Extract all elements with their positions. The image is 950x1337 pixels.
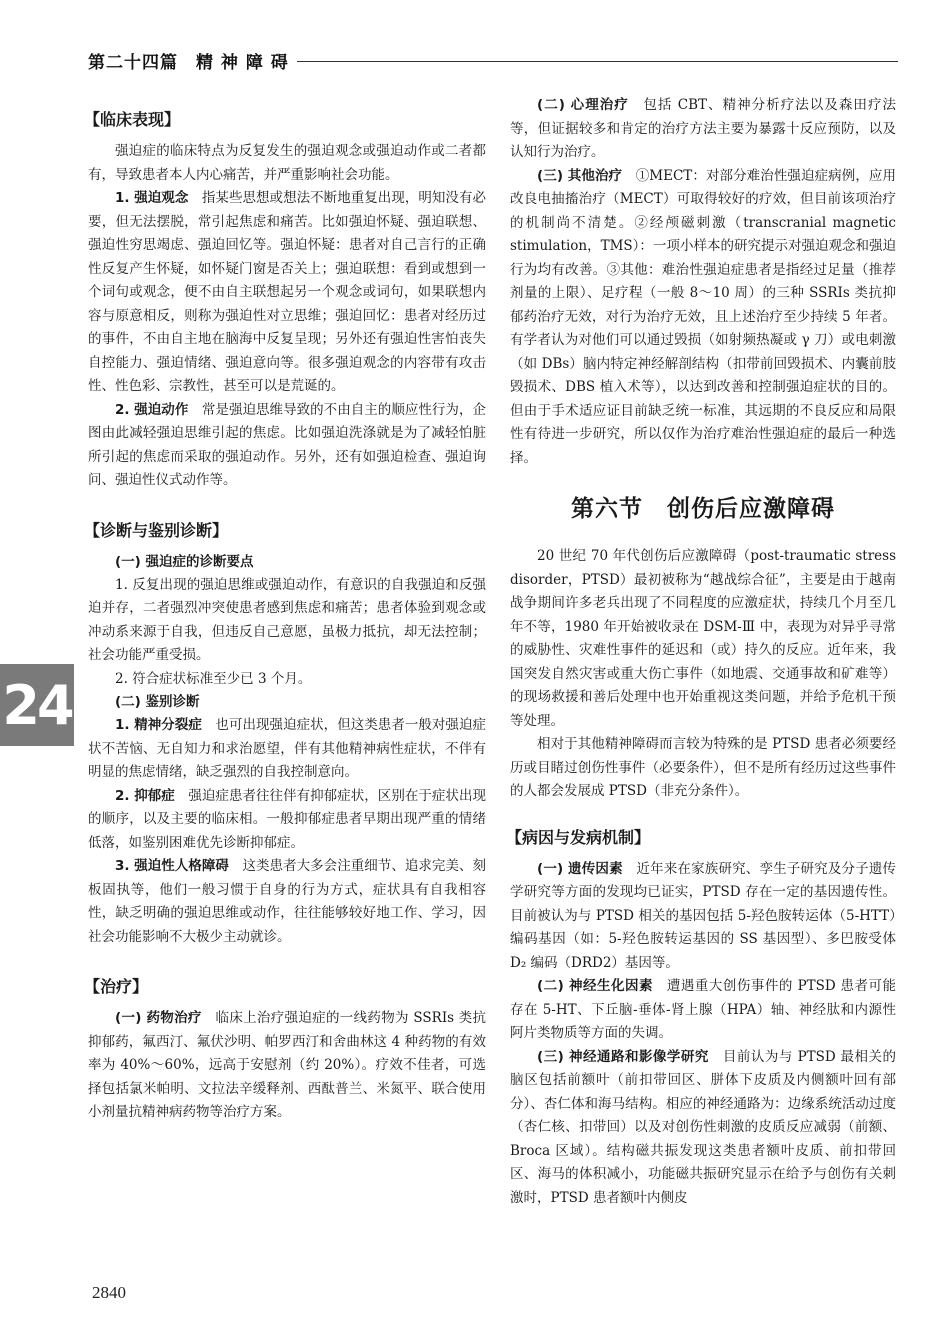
diagnosis-point-1: 1. 反复出现的强迫思维或强迫动作，有意识的自我强迫和反强迫并存，二者强烈冲突使患者感到焦虑和痛苦；患者体验到观念或冲动系来源于自我，但违反自己意愿，虽极力抵抗，却无法控制；社会功能严重受损。 — [88, 576, 486, 663]
header-rule — [297, 61, 898, 62]
drug-therapy-text: 临床上治疗强迫症的一线药物为 SSRIs 类抗抑郁药，氟西汀、氟伏沙明、帕罗西汀和舍曲林这 4 种药物的有效率为 40%～60%，远高于安慰剂（约 20%）。疗效不佳者，可选择包括氯米帕明、文拉法辛缓释剂、西酞普兰、米氮平、联合使用小剂量抗精神病药物等治疗方案。 — [88, 1010, 486, 1120]
neurochem-text: 遭遇重大创伤事件的 PTSD 患者可能存在 5-HT、下丘脑-垂体-肾上腺（HPA）轴、神经肽和内源性阿片类物质等方面的失调。 — [510, 978, 896, 1041]
compulsion-label: 2. 强迫动作 — [115, 401, 189, 418]
chapter-tab: 24 — [0, 664, 74, 746]
running-header — [88, 48, 898, 72]
diagnosis-point-2: 2. 符合症状标准至少已 3 个月。 — [115, 670, 312, 687]
personality-label: 3. 强迫性人格障碍 — [115, 858, 229, 874]
ptsd-intro-1: 20 世纪 70 年代创伤后应激障碍（post-traumatic stress disorder，PTSD）最初被称为“越战综合征”，主要是由于越南战争期间许多老兵出现了不同程度的应激症状，持续几个月至几年不等，1980 年开始被收录在 DSM-Ⅲ 中，表现为对异乎寻常的威胁性、灾难性事件的延迟和（或）持久的反应。近年来，我国突发自然灾害或重大伤亡事件（如地震、交通事故和矿难等）的现场救援和善后处理中也开始重视这类问题，并给予危机干预等处理。 — [510, 548, 896, 729]
diagnosis-subhead-1: (一) 强迫症的诊断要点 — [115, 553, 254, 570]
section-title: 第六节 创伤后应激障碍 — [571, 495, 835, 522]
neurochem-paragraph — [510, 975, 896, 1046]
schizophrenia-text: 也可出现强迫症状，但这类患者一般对强迫症状不苦恼、无自知力和求治愿望，伴有其他精神病性症状，不伴有明显的焦虑情绪，缺乏强烈的自我控制意向。 — [88, 717, 486, 780]
diagnosis-subhead-2: (二) 鉴别诊断 — [115, 694, 200, 710]
other-therapy-text: ①MECT：对部分难治性强迫症病例，应用改良电抽搐治疗（MECT）可取得较好的疗效，但目前该项治疗的机制尚不清楚。②经颅磁刺激（transcranial magnetic stimulation，TMS）：一项小样本的研究提示对强迫观念和强迫行为均有改善。③其他：难治性强迫症患者是指经过足量（推荐剂量的上限）、足疗程（一般 8～10 周）的三种 SSRIs 类抗抑郁药治疗无效，对行为治疗无效，且上述治疗至少持续 5 年者。有学者认为对他们可以通过毁损（如射频热凝或 γ 刀）或电刺激（如 DBs）脑内特定神经解剖结构（扣带前回毁损术、内囊前肢毁损术、DBS 植入术等），以达到改善和控制强迫症状的目的。但由于手术适应证目前缺乏统一标准，其远期的不良反应和局限性有待进一步研究，所以仅作为治疗难治性强迫症的最后一种选择。 — [510, 167, 896, 466]
psychotherapy-paragraph — [510, 94, 896, 165]
genetics-label: (一) 遗传因素 — [537, 860, 623, 877]
header-title: 第二十四篇 精 神 障 碍 — [88, 52, 289, 73]
genetics-paragraph — [510, 858, 896, 976]
neurochem-label: (二) 神经生化因素 — [537, 978, 653, 994]
treatment-heading: 【治疗】 — [84, 977, 149, 996]
depression-text: 强迫症患者往往伴有抑郁症状，区别在于症状出现的顺序，以及主要的临床相。一般抑郁症患者早期出现严重的情绪低落，如鉴别困难优先诊断抑郁症。 — [88, 787, 486, 851]
other-therapy-paragraph — [510, 165, 896, 471]
etiology-heading: 【病因与发病机制】 — [506, 827, 651, 847]
differential-personality — [88, 855, 486, 949]
diagnosis-heading: 【诊断与鉴别诊断】 — [84, 520, 229, 540]
other-therapy-label: (三) 其他治疗 — [537, 167, 623, 184]
personality-text: 这类患者大多会注重细节、追求完美、刻板固执等，他们一般习惯于自身的行为方式，症状具有自我相容性，缺乏明确的强迫思维或动作，往往能够较好地工作、学习，因社会功能影响不大极少主动就诊。 — [88, 858, 486, 945]
page-number: 2840 — [92, 1283, 126, 1302]
obsession-paragraph — [88, 187, 486, 399]
obsession-text: 指某些思想或想法不断地重复出现，明知没有必要，但无法摆脱，常引起焦虑和痛苦。比如强迫怀疑、强迫联想、强迫性穷思竭虑、强迫回忆等。强迫怀疑：患者对自己言行的正确性反复产生怀疑，如怀疑门窗是否关上；强迫联想：看到或想到一个词句或观念，便不由自主联想起另一个观念或词句，如果联想内容与原意相反，则称为强迫性对立思维；强迫回忆：患者对经历过的事件，不由自主地在脑海中反复呈现；另外还有强迫性害怕丧失自控能力、强迫情绪、强迫意向等。很多强迫观念的内容带有攻击性、性色彩、宗教性，甚至可以是荒诞的。 — [88, 190, 486, 394]
genetics-text: 近年来在家族研究、孪生子研究及分子遗传学研究等方面的发现均已证实，PTSD 存在一定的基因遗传性。目前被认为与 PTSD 相关的基因包括 5-羟色胺转运体（5-HTT）编码基因（如：5-羟色胺转运基因的 SS 基因型）、多巴胺受体 D₂ 编码（DRD2）基因等。 — [510, 860, 897, 971]
clinical-heading: 【临床表现】 — [84, 110, 181, 129]
differential-schizophrenia — [88, 714, 486, 785]
drug-therapy-paragraph — [88, 1007, 486, 1125]
compulsion-paragraph — [88, 399, 486, 493]
depression-label: 2. 抑郁症 — [115, 787, 175, 804]
imaging-text: 目前认为与 PTSD 最相关的脑区包括前额叶（前扣带回区、胼体下皮质及内侧额叶回有部分）、杏仁体和海马结构。相应的神经通路为：边缘系统活动过度（杏仁核、扣带回）以及对创伤性刺激的皮质反应减弱（前额、Broca 区域）。结构磁共振发现这类患者额叶皮质、前扣带回区、海马的体积减小，功能磁共振研究显示在给予与创伤有关刺激时，PTSD 患者额叶内侧皮 — [510, 1048, 896, 1206]
right-column — [506, 94, 897, 1210]
clinical-intro: 强迫症的临床特点为反复发生的强迫观念或强迫动作或二者都有，导致患者本人内心痛苦，并严重影响社会功能。 — [88, 143, 486, 183]
drug-therapy-label: (一) 药物治疗 — [115, 1010, 202, 1026]
obsession-label: 1. 强迫观念 — [115, 190, 189, 206]
psychotherapy-label: (二) 心理治疗 — [537, 97, 629, 113]
imaging-label: (三) 神经通路和影像学研究 — [537, 1048, 709, 1065]
schizophrenia-label: 1. 精神分裂症 — [115, 717, 202, 733]
ptsd-intro-2: 相对于其他精神障碍而言较为特殊的是 PTSD 患者必须要经历或目睹过创伤性事件（必要条件），但不是所有经历过这些事件的人都会发展成 PTSD（非充分条件）。 — [510, 736, 896, 799]
left-column — [84, 90, 486, 1125]
differential-depression — [88, 785, 486, 856]
imaging-paragraph — [510, 1046, 896, 1211]
psychotherapy-text: 包括 CBT、精神分析疗法以及森田疗法等，但证据较多和肯定的治疗方法主要为暴露十反应预防，以及认知行为治疗。 — [510, 97, 896, 160]
compulsion-text: 常是强迫思维导致的不由自主的顺应性行为，企图由此减轻强迫思维引起的焦虑。比如强迫洗涤就是为了减轻怕脏所引起的焦虑而采取的强迫动作。另外，还有如强迫检查、强迫询问、强迫性仪式动作等。 — [88, 401, 486, 488]
